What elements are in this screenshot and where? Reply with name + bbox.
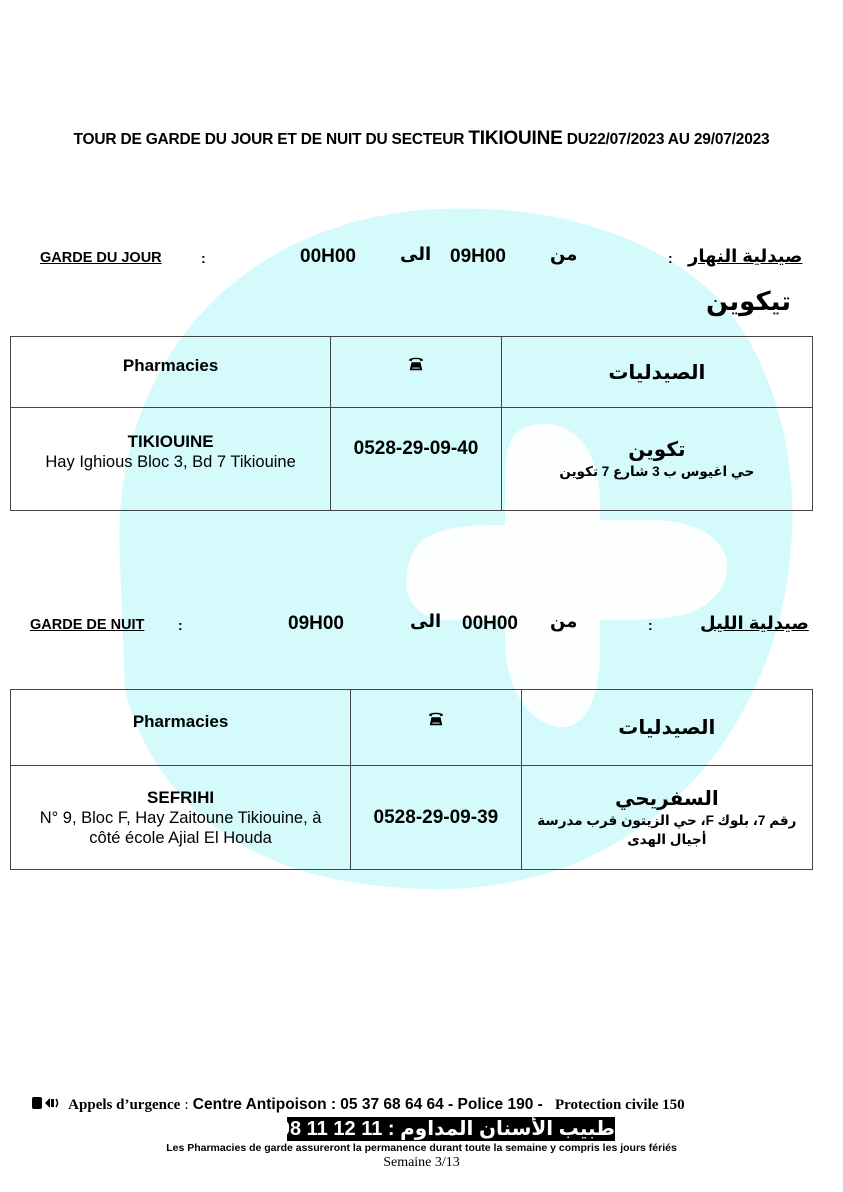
- day-time-from: 09H00: [450, 246, 506, 267]
- pharmacy-phone-cell: [331, 408, 502, 511]
- header-phone: [351, 690, 522, 766]
- header-pharmacies-fr: Pharmacies: [11, 690, 351, 766]
- day-label-fr: GARDE DU JOUR: [40, 250, 162, 266]
- table-row: [11, 766, 813, 870]
- emergency-label: Appels d’urgence: [68, 1097, 181, 1113]
- emergency-colon: :: [184, 1097, 189, 1113]
- permanence-note: Les Pharmacies de garde assureront la permanence durant toute la semaine y compris les jours fériés: [166, 1142, 677, 1154]
- header-pharmacies-ar: الصيدليات: [501, 337, 812, 408]
- pharmacy-ar-cell: [521, 766, 812, 870]
- pharmacy-fr-cell: [11, 766, 351, 870]
- on-call-dentist-banner: طبيب الأسنان المداوم : 11 12 11 08 06: [251, 1118, 615, 1140]
- night-label-ar: صيدلية الليل: [700, 613, 809, 633]
- pharmacy-ar-cell: [501, 408, 812, 511]
- pharmacy-name-fr: TIKIOUINE: [127, 432, 214, 451]
- pharmacy-fr-cell: [11, 408, 331, 511]
- pharmacy-address-ar-line1: رقم 7، بلوك F، حي الزيتون قرب مدرسة: [537, 813, 797, 828]
- night-from-ar: من: [550, 611, 578, 631]
- table-row: [11, 408, 813, 511]
- pharmacy-phone-cell: [351, 766, 522, 870]
- night-label-fr: GARDE DE NUIT: [30, 617, 145, 633]
- night-time-to: 09H00: [288, 613, 344, 634]
- table-header-row: [11, 337, 813, 408]
- pharmacy-phone: 0528-29-09-40: [353, 438, 479, 459]
- header-phone: [331, 337, 502, 408]
- day-colon-fr: :: [201, 250, 206, 266]
- header-pharmacies-fr: Pharmacies: [11, 337, 331, 408]
- pharmacy-address-ar-line2: أجيال الهدى: [627, 832, 707, 847]
- page-title: [0, 128, 843, 150]
- pharmacy-address-ar: حي اغيوس ب 3 شارع 7 تكوين: [559, 464, 755, 479]
- day-time-to: 00H00: [300, 246, 356, 267]
- day-pharmacy-table: [10, 336, 813, 511]
- day-colon-ar: :: [668, 250, 673, 266]
- pharmacy-name-ar: السفريحي: [614, 788, 719, 810]
- title-sector: TIKIOUINE: [468, 128, 563, 149]
- pharmacy-address-fr: Hay Ighious Bloc 3, Bd 7 Tikiouine: [45, 453, 296, 471]
- emergency-line: [30, 1096, 830, 1114]
- day-district-ar: تيكوين: [706, 286, 791, 316]
- day-from-ar: من: [550, 244, 578, 264]
- pharmacy-name-fr: SEFRIHI: [147, 787, 215, 807]
- antipoison-police: Centre Antipoison : 05 37 68 64 64 - Police 190 -: [192, 1096, 543, 1113]
- civil-protection: Protection civile 150: [554, 1097, 685, 1113]
- title-prefix: TOUR DE GARDE DU JOUR ET DE NUIT DU SECTEUR: [73, 131, 465, 148]
- night-pharmacy-table: [10, 689, 813, 870]
- week-indicator: Semaine 3/13: [383, 1155, 460, 1170]
- title-suffix: DU22/07/2023 AU 29/07/2023: [566, 131, 770, 148]
- emergency-phone-icon: [30, 1096, 64, 1110]
- pharmacy-phone: 0528-29-09-39: [373, 806, 499, 828]
- night-time-from: 00H00: [462, 613, 518, 634]
- day-label-ar: صيدلية النهار: [688, 246, 803, 266]
- night-colon-fr: :: [178, 617, 183, 633]
- pharmacy-name-ar: تكوين: [628, 439, 686, 461]
- night-colon-ar: :: [648, 617, 653, 633]
- phone-icon: [407, 355, 425, 373]
- pharmacy-address-fr-line2: côté école Ajial El Houda: [89, 828, 272, 847]
- phone-icon: [427, 710, 445, 728]
- pharmacy-address-fr-line1: N° 9, Bloc F, Hay Zaitoune Tikiouine, à: [39, 808, 322, 827]
- header-pharmacies-ar: الصيدليات: [521, 690, 812, 766]
- day-to-ar: الى: [400, 244, 432, 264]
- table-header-row: [11, 690, 813, 766]
- night-to-ar: الى: [410, 611, 442, 631]
